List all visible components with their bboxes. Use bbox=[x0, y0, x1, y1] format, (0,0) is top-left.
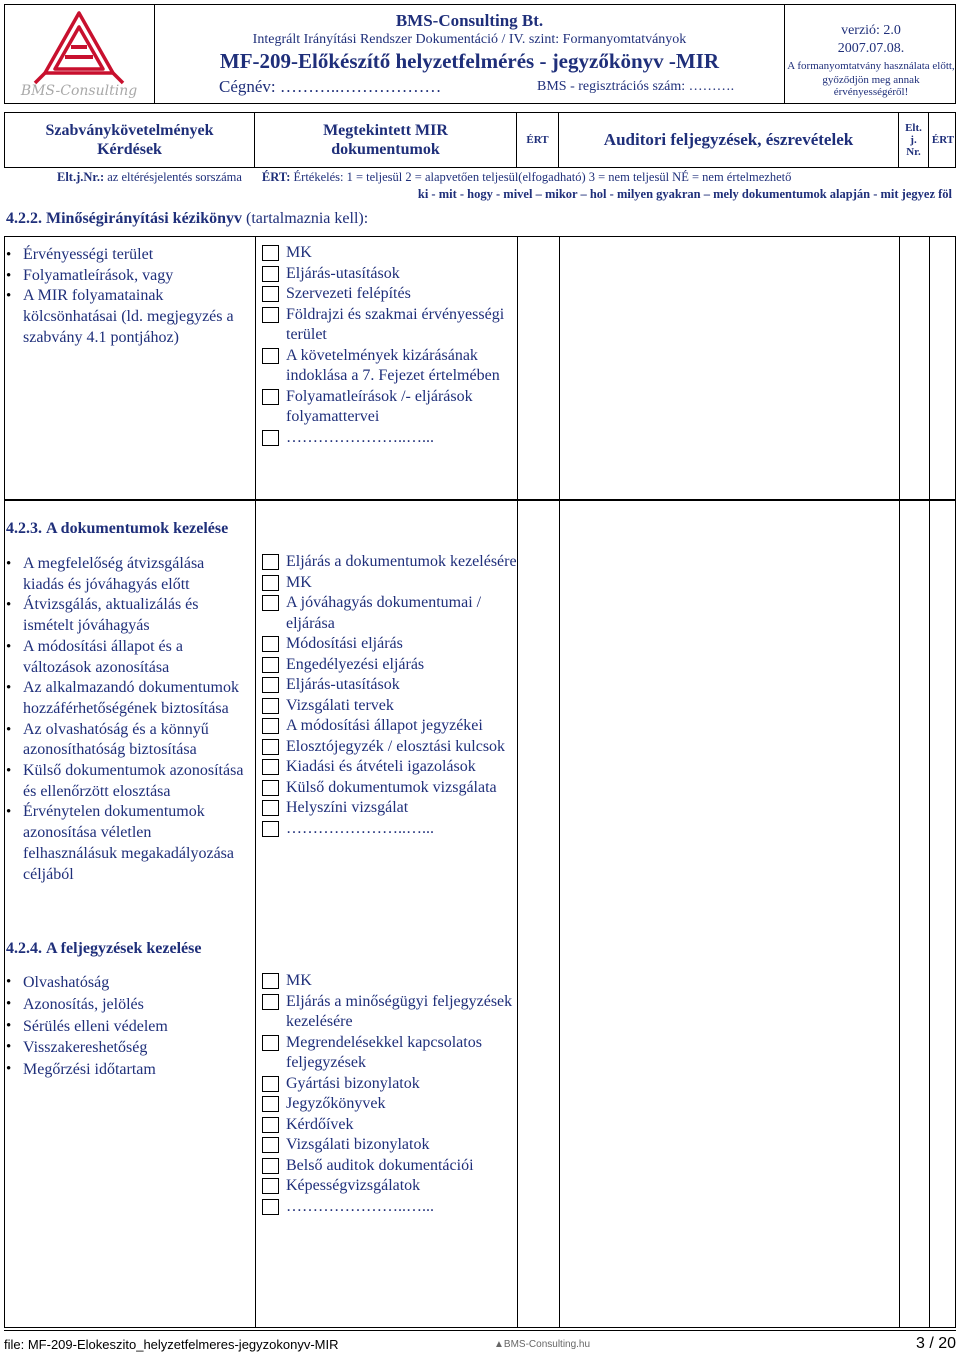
checkbox[interactable] bbox=[262, 759, 279, 775]
document-checkbox-item[interactable]: …………………..…... bbox=[262, 1197, 517, 1218]
checkbox[interactable] bbox=[262, 780, 279, 796]
document-checkbox-item[interactable]: Elosztójegyzék / elosztási kulcsok bbox=[262, 737, 517, 758]
date: 2007.07.08. bbox=[837, 41, 905, 56]
document-checkbox-item[interactable]: Belső auditok dokumentációi bbox=[262, 1156, 517, 1177]
notice-line-1: A formanyomtatvány használata előtt, bbox=[787, 60, 955, 72]
list-item: • Sérülés elleni védelem bbox=[4, 1016, 248, 1038]
list-item: • Megőrzési időtartam bbox=[4, 1059, 248, 1081]
list-item: • Az alkalmazandó dokumentumok hozzáférhetőségének biztosítása bbox=[4, 678, 248, 719]
list-item: • Azonosítás, jelölés bbox=[4, 994, 248, 1016]
document-checkbox-item[interactable]: Jegyzőkönyvek bbox=[262, 1094, 517, 1115]
checkbox[interactable] bbox=[262, 595, 279, 611]
document-checkbox-item[interactable]: Megrendelésekkel kapcsolatos feljegyzések bbox=[262, 1033, 517, 1074]
bms-small-logo-icon: ▲ bbox=[494, 1339, 504, 1350]
list-item: • A módosítási állapot és a változások azonosítása bbox=[4, 637, 248, 678]
checkbox[interactable] bbox=[262, 554, 279, 570]
document-checkbox-item[interactable]: Szervezeti felépítés bbox=[262, 284, 517, 305]
checkbox[interactable] bbox=[262, 677, 279, 693]
list-item: • Átvizsgálás, aktualizálás és ismételt jóváhagyás bbox=[4, 595, 248, 636]
document-checkbox-item[interactable]: MK bbox=[262, 573, 517, 594]
document-checkbox-item[interactable]: MK bbox=[262, 971, 517, 992]
document-checkbox-item[interactable]: …………………..…... bbox=[262, 819, 517, 840]
list-item: • A MIR folyamatainak kölcsönhatásai (ld. megjegyzés a szabvány 4.1 pontjához) bbox=[4, 286, 244, 348]
checkbox[interactable] bbox=[262, 739, 279, 755]
logo-wordmark: BMS-Consulting bbox=[20, 83, 138, 99]
document-checkbox-item[interactable]: …………………..…... bbox=[262, 428, 517, 449]
documents-list-4-2-2 bbox=[262, 243, 517, 448]
document-checkbox-item[interactable]: Eljárás-utasítások bbox=[262, 675, 517, 696]
form-title: MF-209-Előkészítő helyzetfelmérés - jegyzőkönyv -MIR bbox=[219, 49, 720, 73]
document-checkbox-item[interactable]: A követelmények kizárásának indoklása a 7. Fejezet értelmében bbox=[262, 346, 517, 387]
document-checkbox-item[interactable]: Külső dokumentumok vizsgálata bbox=[262, 778, 517, 799]
checkbox[interactable] bbox=[262, 286, 279, 302]
checkbox[interactable] bbox=[262, 307, 279, 323]
document-checkbox-item[interactable]: Helyszíni vizsgálat bbox=[262, 798, 517, 819]
company-name-field: Cégnév: ………..……………… bbox=[219, 77, 442, 96]
logo-area bbox=[5, 5, 155, 103]
document-checkbox-item[interactable]: Kérdőívek bbox=[262, 1115, 517, 1136]
legend-line-2: ki - mit - hogy - mivel – mikor – hol - milyen gyakran – mely dokumentumok alapján - mit jegyez föl bbox=[417, 187, 952, 201]
document-checkbox-item[interactable]: MK bbox=[262, 243, 517, 264]
checkbox[interactable] bbox=[262, 698, 279, 714]
version: verzió: 2.0 bbox=[841, 23, 901, 38]
document-checkbox-item[interactable]: Engedélyezési eljárás bbox=[262, 655, 517, 676]
col-documents: Megtekintett MIR dokumentumok bbox=[255, 113, 517, 167]
company-name: BMS-Consulting Bt. bbox=[395, 11, 544, 30]
document-checkbox-item[interactable]: A módosítási állapot jegyzékei bbox=[262, 716, 517, 737]
col-auditor-notes: Auditori feljegyzések, észrevételek bbox=[559, 113, 899, 167]
checkbox[interactable] bbox=[262, 1137, 279, 1153]
col-elt-nr: Elt. j. Nr. bbox=[899, 113, 929, 167]
document-header bbox=[4, 4, 956, 104]
checkbox[interactable] bbox=[262, 266, 279, 282]
checkbox[interactable] bbox=[262, 800, 279, 816]
document-checkbox-item[interactable]: Képességvizsgálatok bbox=[262, 1176, 517, 1197]
document-checkbox-item[interactable]: Eljárás a minőségügyi feljegyzések kezelésére bbox=[262, 992, 517, 1033]
documents-list-4-2-4 bbox=[262, 971, 517, 1217]
col-ert: ÉRT bbox=[517, 113, 559, 167]
section-heading-4-2-4: 4.2.4. A feljegyzések kezelése bbox=[6, 940, 202, 957]
list-item: • Visszakereshetőség bbox=[4, 1037, 248, 1059]
list-item: • Folyamatleírások, vagy bbox=[4, 266, 244, 287]
requirements-list-4-2-3 bbox=[4, 554, 248, 885]
section-heading-4-2-3: 4.2.3. A dokumentumok kezelése bbox=[6, 520, 234, 538]
checkbox[interactable] bbox=[262, 1158, 279, 1174]
footer-brand: ▲BMS-Consulting.hu bbox=[494, 1339, 591, 1350]
list-item: • Olvashatóság bbox=[4, 972, 248, 994]
list-item: • A megfelelőség átvizsgálása kiadás és jóváhagyás előtt bbox=[4, 554, 248, 595]
checkbox[interactable] bbox=[262, 430, 279, 446]
page-number: 3 / 20 bbox=[915, 1335, 956, 1352]
checkbox[interactable] bbox=[262, 1076, 279, 1092]
document-checkbox-item[interactable]: Földrajzi és szakmai érvényességi terület bbox=[262, 305, 517, 346]
list-item: • Érvényességi terület bbox=[4, 245, 244, 266]
header-center bbox=[155, 5, 785, 103]
page-footer bbox=[4, 1330, 956, 1352]
checkbox[interactable] bbox=[262, 973, 279, 989]
checkbox[interactable] bbox=[262, 1117, 279, 1133]
document-checkbox-item[interactable]: Módosítási eljárás bbox=[262, 634, 517, 655]
list-item: • Külső dokumentumok azonosítása és ellenőrzött elosztása bbox=[4, 761, 248, 802]
checkbox[interactable] bbox=[262, 575, 279, 591]
list-item: • Érvénytelen dokumentumok azonosítása véletlen felhasználásuk megakadályozása céljából bbox=[4, 802, 248, 885]
checkbox[interactable] bbox=[262, 245, 279, 261]
document-checkbox-item[interactable]: Kiadási és átvételi igazolások bbox=[262, 757, 517, 778]
footer-file-name: file: MF-209-Elokeszito_helyzetfelmeres-jegyzokonyv-MIR bbox=[4, 1337, 339, 1352]
section-heading-4-2-2: 4.2.2. Minőségirányítási kézikönyv (tartalmaznia kell): bbox=[6, 210, 369, 227]
list-item: • Az olvashatóság és a könnyű azonosíthatóság biztosítása bbox=[4, 720, 248, 761]
registration-number-field: BMS - regisztrációs szám: ………. bbox=[537, 79, 735, 94]
checkbox[interactable] bbox=[262, 994, 279, 1010]
checkbox[interactable] bbox=[262, 348, 279, 364]
checkbox[interactable] bbox=[262, 821, 279, 837]
checkbox[interactable] bbox=[262, 636, 279, 652]
documents-list-4-2-3 bbox=[262, 552, 517, 839]
checkbox[interactable] bbox=[262, 657, 279, 673]
col-requirements: Szabványkövetelmények Kérdések bbox=[5, 113, 255, 167]
document-checkbox-item[interactable]: Eljárás-utasítások bbox=[262, 264, 517, 285]
document-checkbox-item[interactable]: A jóváhagyás dokumentumai / eljárása bbox=[262, 593, 517, 634]
requirements-list-4-2-2 bbox=[4, 245, 244, 349]
col-ert-2: ÉRT bbox=[931, 134, 955, 146]
column-header bbox=[4, 112, 956, 168]
checkbox[interactable] bbox=[262, 1096, 279, 1112]
requirements-list-4-2-4 bbox=[4, 972, 248, 1081]
checkbox[interactable] bbox=[262, 1178, 279, 1194]
checkbox[interactable] bbox=[262, 389, 279, 405]
legend-line-1: Elt.j.Nr.: az eltérésjelentés sorszáma ÉRT: Értékelés: 1 = teljesül 2 = alapvetően teljesül(elfogadható) 3 = nem teljesül NÉ = nem értelmezhető bbox=[57, 170, 792, 184]
document-checkbox-item[interactable]: Eljárás a dokumentumok kezelésére bbox=[262, 552, 517, 573]
document-checkbox-item[interactable]: Vizsgálati bizonylatok bbox=[262, 1135, 517, 1156]
checkbox[interactable] bbox=[262, 718, 279, 734]
checkbox[interactable] bbox=[262, 1035, 279, 1051]
notice-line-2: győződjön meg annak érvényességéről! bbox=[822, 74, 920, 98]
document-checkbox-item[interactable]: Folyamatleírások /- eljárások folyamattervei bbox=[262, 387, 517, 428]
checkbox[interactable] bbox=[262, 1199, 279, 1215]
system-title: Integrált Irányítási Rendszer Dokumentáció / IV. szint: Formanyomtatványok bbox=[252, 32, 687, 47]
document-checkbox-item[interactable]: Vizsgálati tervek bbox=[262, 696, 517, 717]
document-checkbox-item[interactable]: Gyártási bizonylatok bbox=[262, 1074, 517, 1095]
header-version-area bbox=[785, 5, 957, 103]
